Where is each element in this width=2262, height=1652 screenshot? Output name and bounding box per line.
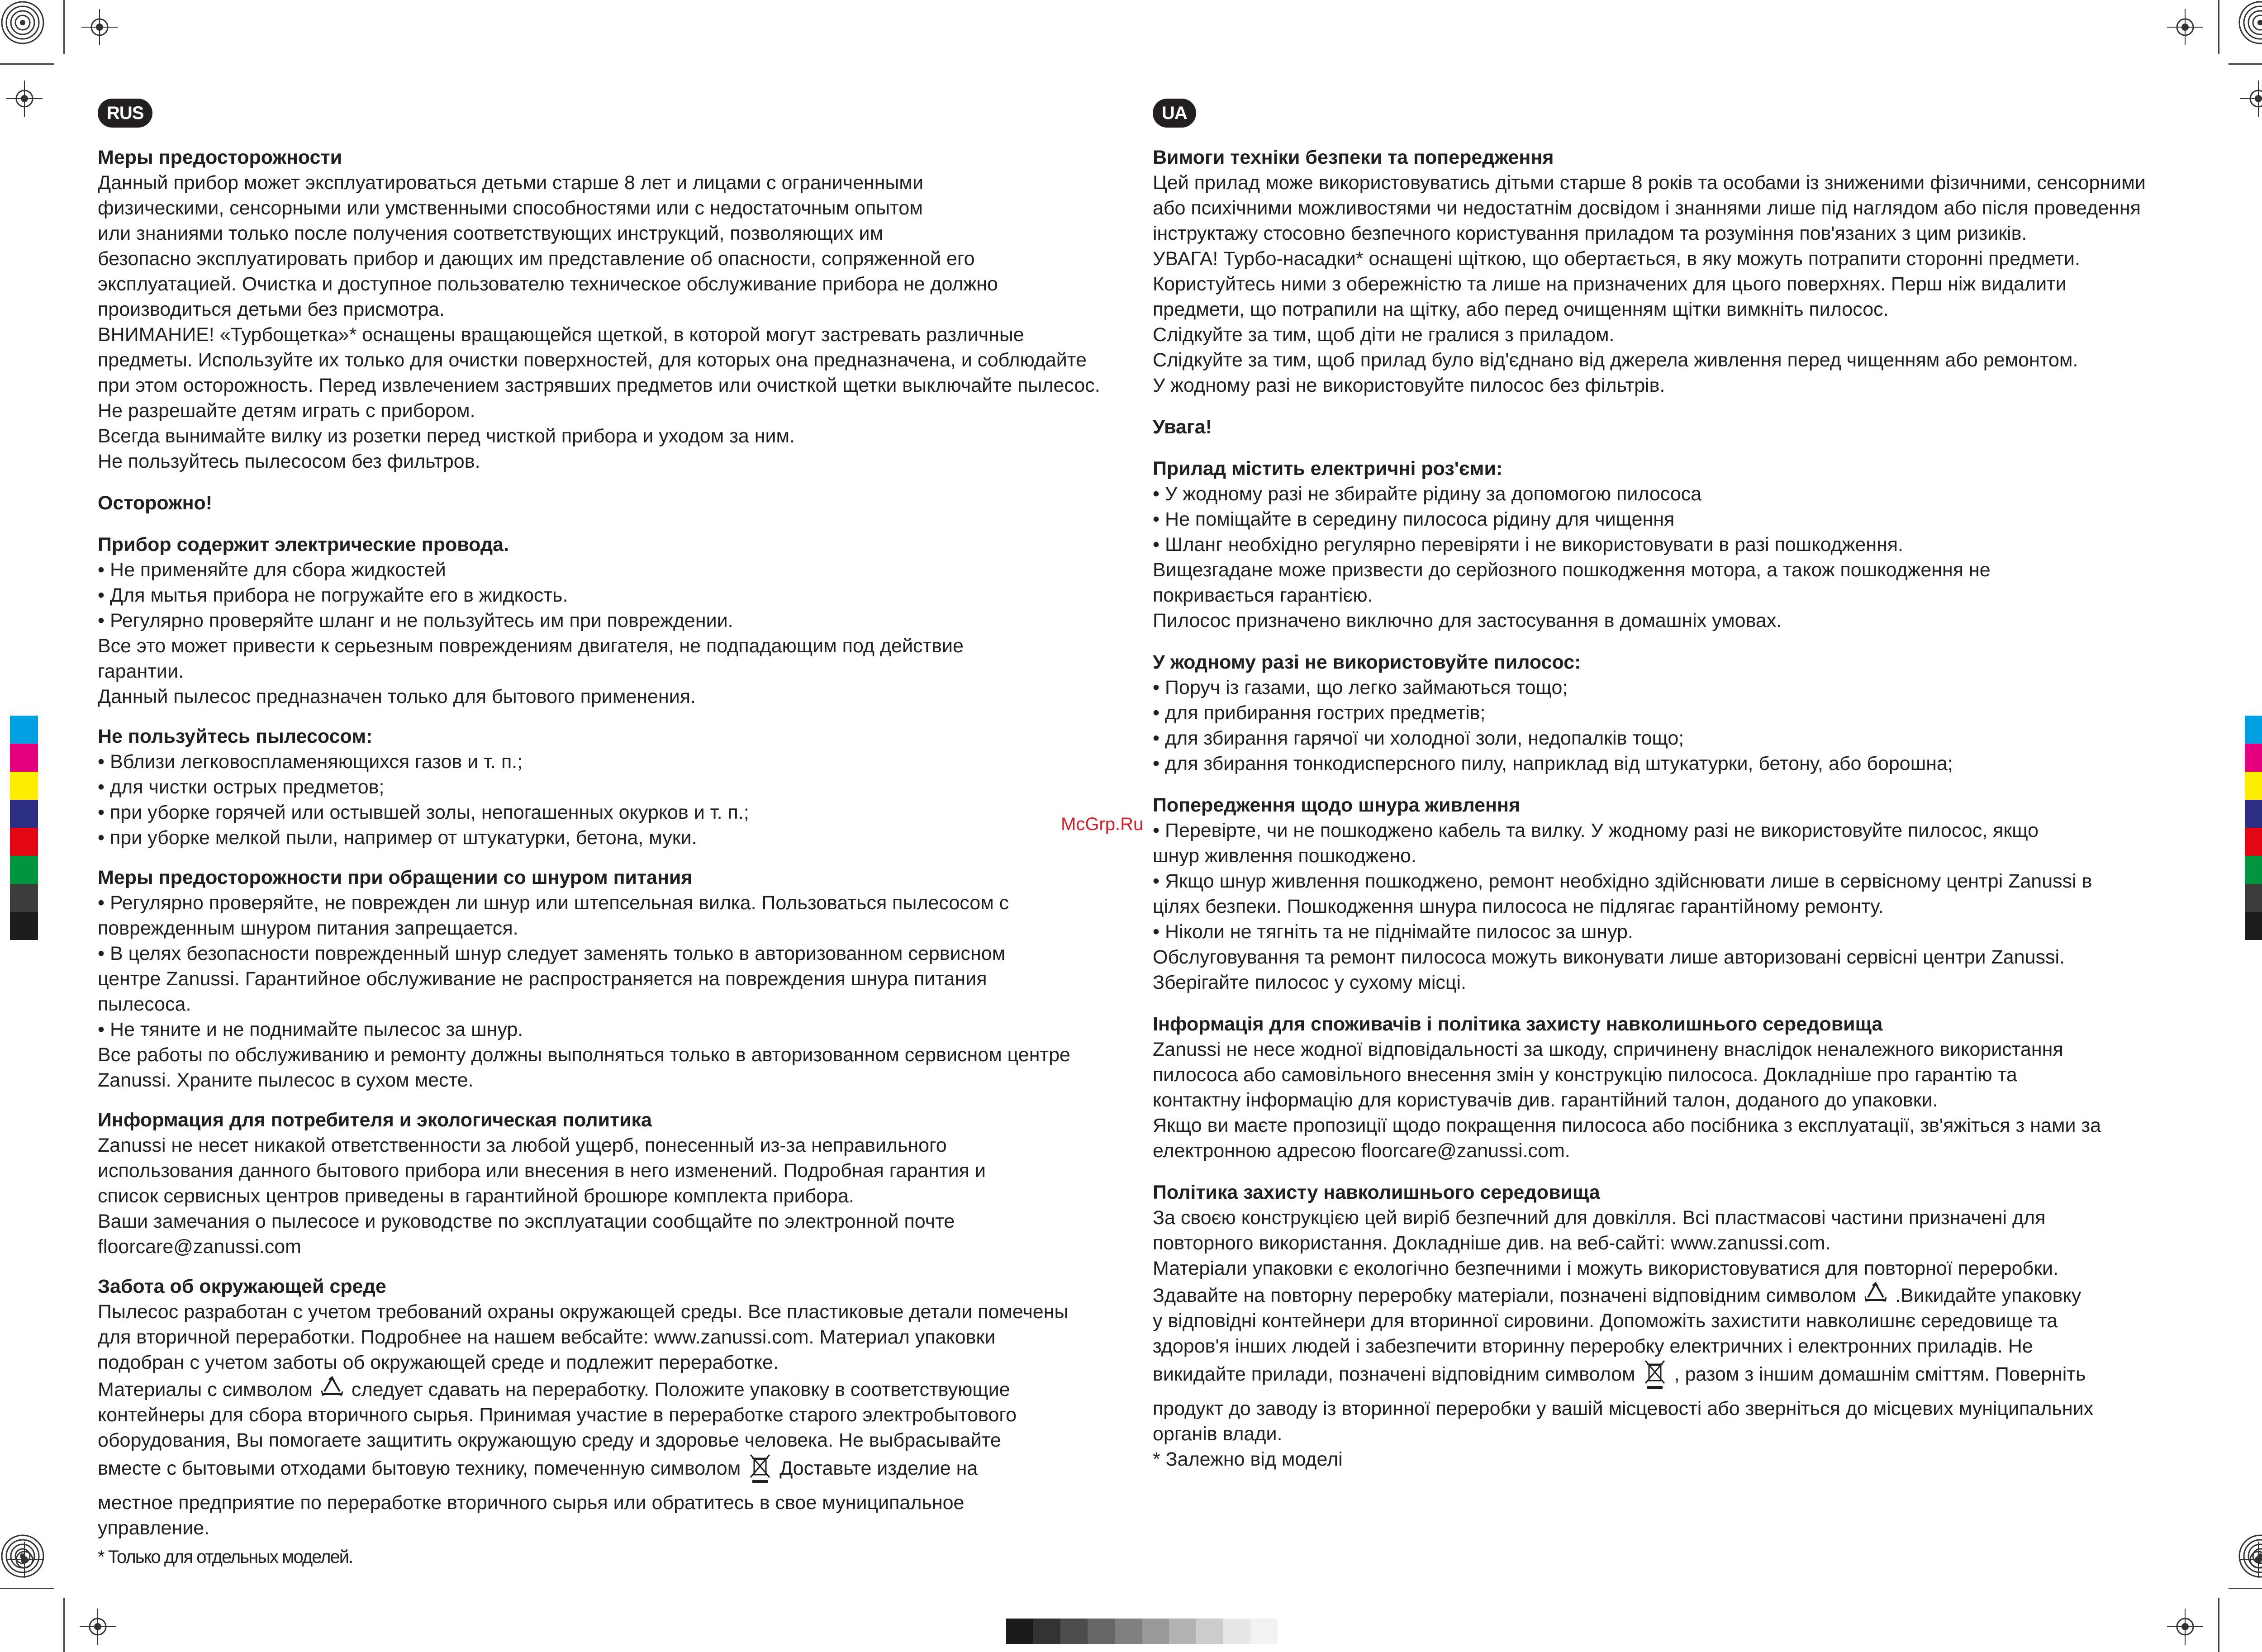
- text-line: Пылесос разработан с учетом требований охраны окружающей среды. Все пластиковые детали помечены: [98, 1301, 1069, 1323]
- crop-mark: [2229, 63, 2262, 65]
- text-line: Данный пылесос предназначен только для бытового применения.: [98, 686, 696, 707]
- list-never-use: [1153, 675, 2193, 776]
- text-line: повторного використання. Докладніше див. на веб-сайті: www.zanussi.com.: [1153, 1232, 1831, 1254]
- text-line: або психічними можливостями чи недостатнім досвідом і знаннями лише під наглядом або після проведення: [1153, 197, 2141, 219]
- text-fragment: викидайте прилади, позначені відповідним символом: [1153, 1363, 1635, 1385]
- text-line: floorcare@zanussi.com: [98, 1236, 301, 1258]
- text-line: пылесоса.: [98, 993, 191, 1015]
- text-line: Все это может привести к серьезным повреждениям двигателя, не подпадающим под действие: [98, 635, 964, 657]
- crosshair-mark: [81, 9, 118, 45]
- text-line: ВНИМАНИЕ! «Турбощетка»* оснащены вращающейся щеткой, в которой могут застревать различные: [98, 324, 1024, 346]
- crosshair-mark: [6, 81, 43, 117]
- list-item: • для збирання тонкодисперсного пилу, наприклад від штукатурки, бетону, або борошна;: [1153, 751, 2193, 776]
- text-line: У жодному разі не використовуйте пилосос без фільтрів.: [1153, 375, 1665, 396]
- heading-never-use: У жодному разі не використовуйте пилосос:: [1153, 651, 1581, 673]
- recycle-icon: [318, 1375, 346, 1400]
- heading-precautions: Меры предосторожности: [98, 147, 342, 168]
- heading-wires: Прибор содержит электрические провода.: [98, 534, 509, 555]
- text-fragment: Здавайте на повторну переробку матеріали, позначені відповідним символом: [1153, 1285, 1857, 1306]
- list-item: • для збирання гарячої чи холодної золи, недопалків тощо;: [1153, 726, 2193, 751]
- watermark: McGrp.Ru: [1061, 814, 1144, 834]
- text-line: електронною адресою floorcare@zanussi.com.: [1153, 1140, 1570, 1162]
- text-line: Zanussi не несет никакой ответственности за любой ущерб, понесенный из-за неправильного: [98, 1135, 947, 1156]
- text-line: физическими, сенсорными или умственными способностями или с недостаточным опытом: [98, 197, 923, 219]
- language-badge-ua: UA: [1153, 99, 1196, 128]
- list-item: • для прибирання гострих предметів;: [1153, 700, 2193, 726]
- text-line: [1153, 1281, 2193, 1308]
- text-line: Якщо ви маєте пропозиції щодо покращення пилососа або посібника з експлуатації, зв'яжіться з нами за: [1153, 1115, 2101, 1136]
- text-line: оборудования, Вы помогаете защитить окружающую среду и здоровье человека. Не выбрасывайте: [98, 1429, 1001, 1451]
- text-line: • Ніколи не тягніть та не піднімайте пилосос за шнур.: [1153, 921, 1633, 943]
- heading-info: Информация для потребителя и экологическая политика: [98, 1109, 652, 1131]
- text-line: За своєю конструкцією цей виріб безпечний для довкілля. Всі пластмасові частини призначені для: [1153, 1207, 2046, 1229]
- text-line: при этом осторожность. Перед извлечением застрявших предметов или очисткой щетки выключайте пылесос.: [98, 375, 1100, 396]
- text-line: использования данного бытового прибора или внесения в него изменений. Подробная гарантия и: [98, 1160, 986, 1182]
- text-line: предмети, що потрапили на щітку, або перед очищенням щітки вимкніть пилосос.: [1153, 299, 1889, 320]
- text-line: Матеріали упаковки є екологічно безпечними і можуть використовуватися для повторної переробки.: [1153, 1258, 2058, 1279]
- column-ua: [1153, 99, 2193, 1472]
- text-line: центре Zanussi. Гарантийное обслуживание не распространяется на повреждения шнура питания: [98, 968, 987, 990]
- text-line: Цей прилад може використовуватись дітьми старше 8 років та особами із зниженими фізичними, сенсорними: [1153, 172, 2146, 194]
- crop-mark: [2218, 1598, 2219, 1652]
- text-line: Zanussi не несе жодної відповідальності за шкоду, спричинену внаслідок неналежного використання: [1153, 1039, 2063, 1060]
- text-line: Зберігайте пилосос у сухому місці.: [1153, 972, 1466, 993]
- text-fragment: Доставьте изделие на: [779, 1457, 978, 1479]
- text-line: цілях безпеки. Пошкодження шнура пилососа не підлягає гарантійному ремонту.: [1153, 896, 1884, 917]
- crossed-bin-icon: [746, 1453, 774, 1485]
- text-line: контейнеры для сбора вторичного сырья. Принимая участие в переработке старого электробытового: [98, 1404, 1017, 1426]
- text-line: органів влади.: [1153, 1423, 1283, 1445]
- list-item: • при уборке горячей или остывшей золы, непогашенных окурков и т. п.;: [98, 800, 1127, 825]
- text-line: • В целях безопасности поврежденный шнур следует заменять только в авторизованном сервисном: [98, 943, 1006, 964]
- heading-cord: Попередження щодо шнура живлення: [1153, 794, 1521, 816]
- list-item: • Шланг необхідно регулярно перевіряти і не використовувати в разі пошкодження.: [1153, 532, 2193, 557]
- crop-mark: [2218, 0, 2219, 54]
- text-line: Пилосос призначено виключно для застосування в домашніх умовах.: [1153, 610, 1782, 631]
- heading-dont-use: Не пользуйтесь пылесосом:: [98, 726, 373, 747]
- footnote: * Только для отдельных моделей.: [98, 1547, 353, 1567]
- text-line: Все работы по обслуживанию и ремонту должны выполняться только в авторизованном сервисном центре: [98, 1044, 1070, 1066]
- text-line: покривається гарантією.: [1153, 584, 1373, 606]
- text-fragment: следует сдавать на переработку. Положите упаковку в соответствующие: [352, 1379, 1010, 1400]
- language-badge-rus: RUS: [98, 99, 152, 128]
- crop-mark: [63, 1598, 65, 1652]
- list-item: • У жодному разі не збирайте рідину за допомогою пилососа: [1153, 481, 2193, 507]
- text-fragment: вместе с бытовыми отходами бытовую технику, помеченную символом: [98, 1457, 741, 1479]
- text-line: Слідкуйте за тим, щоб прилад було від'єднано від джерела живлення перед чищенням або ремонтом.: [1153, 349, 2078, 371]
- text-line: или знаниями только после получения соответствующих инструкций, позволяющих им: [98, 223, 884, 244]
- list-item: • Для мытья прибора не погружайте его в жидкость.: [98, 583, 1127, 608]
- crossed-bin-icon: [1641, 1359, 1669, 1391]
- text-line: управление.: [98, 1517, 210, 1539]
- text-line: інструктажу стосовно безпечного користування приладом та розуміння пов'язаних з цим ризиків.: [1153, 223, 2027, 244]
- text-line: список сервисных центров приведены в гарантийной брошюре комплекта прибора.: [98, 1185, 854, 1207]
- text-fragment: , разом з іншим домашнім сміттям. Поверніть: [1674, 1363, 2086, 1385]
- heading-caution: Осторожно!: [98, 492, 213, 514]
- list-item: • Не применяйте для сбора жидкостей: [98, 557, 1127, 583]
- heading-environment: Політика захисту навколишнього середовища: [1153, 1182, 1600, 1203]
- registration-spiral-top-left: [0, 0, 45, 45]
- text-line: • Регулярно проверяйте, не поврежден ли шнур или штепсельная вилка. Пользоваться пылесосом с: [98, 892, 1009, 914]
- text-line: контактну інформацію для користувачів див. гарантійний талон, доданого до упаковки.: [1153, 1089, 1938, 1111]
- text-line: [98, 1375, 1127, 1402]
- text-line: Zanussi. Храните пылесос в сухом месте.: [98, 1069, 474, 1091]
- heading-safety: Вимоги техніки безпеки та попередження: [1153, 147, 1554, 168]
- text-line: [1153, 1359, 2193, 1391]
- crosshair-mark: [2167, 9, 2203, 45]
- crosshair-mark: [2240, 81, 2262, 117]
- list-sockets: [1153, 481, 2193, 557]
- text-line: эксплуатацией. Очистка и доступное пользователю техническое обслуживание прибора не должно: [98, 273, 998, 295]
- text-line: местное предприятие по переработке вторичного сырья или обратитесь в свое муниципальное: [98, 1492, 965, 1514]
- crosshair-mark: [6, 1542, 43, 1578]
- text-line: подобран с учетом заботы об окружающей среде и подлежит переработке.: [98, 1352, 779, 1373]
- list-dont-use: [98, 749, 1127, 850]
- text-line: предметы. Используйте их только для очистки поверхностей, для которых она предназначена, и соблюдайте: [98, 349, 1087, 371]
- text-line: УВАГА! Турбо-насадки* оснащені щіткою, що обертається, в яку можуть потрапити сторонні предмети.: [1153, 248, 2080, 270]
- text-line: Не пользуйтесь пылесосом без фильтров.: [98, 451, 480, 472]
- text-line: • Якщо шнур живлення пошкоджено, ремонт необхідно здійснювати лише в сервісному центрі Zanussi в: [1153, 870, 2092, 892]
- heading-environment: Забота об окружающей среде: [98, 1276, 386, 1297]
- text-line: гарантии.: [98, 660, 184, 682]
- list-item: • при уборке мелкой пыли, например от штукатурки, бетона, муки.: [98, 825, 1127, 850]
- list-item: • Вблизи легковоспламеняющихся газов и т. п.;: [98, 749, 1127, 774]
- text-line: • Не тяните и не поднимайте пылесос за шнур.: [98, 1019, 523, 1040]
- column-rus: [98, 99, 1127, 1570]
- list-item: • Не поміщайте в середину пилососа рідину для чищення: [1153, 507, 2193, 532]
- text-line: пилососа або самовільного внесення змін у конструкцію пилососа. Докладніше про гарантію та: [1153, 1064, 2017, 1086]
- text-line: • Перевірте, чи не пошкоджено кабель та вилку. У жодному разі не використовуйте пилосос, якщо: [1153, 820, 2039, 841]
- crosshair-mark: [80, 1609, 116, 1645]
- text-line: у відповідні контейнери для вторинної сировини. Допоможіть захистити навколишнє середовище та: [1153, 1310, 2058, 1332]
- text-line: Користуйтесь ними з обережністю та лише на призначених для цього поверхнях. Перш ніж видалити: [1153, 273, 2067, 295]
- registration-spiral-top-right: [2238, 0, 2262, 45]
- text-line: для вторичной переработки. Подробнее на нашем вебсайте: www.zanussi.com. Материал упаковки: [98, 1326, 996, 1348]
- crop-mark: [0, 1588, 54, 1589]
- text-line: Обслуговування та ремонт пилососа можуть виконувати лише авторизовані сервісні центри Zanussi.: [1153, 946, 2065, 968]
- text-line: Вищезгадане може призвести до серйозного пошкодження мотора, а також пошкодження не: [1153, 559, 1991, 581]
- text-line: производиться детьми без присмотра.: [98, 299, 445, 320]
- list-item: • Регулярно проверяйте шланг и не пользуйтесь им при повреждении.: [98, 608, 1127, 633]
- list-wires: [98, 557, 1127, 633]
- text-line: Слідкуйте за тим, щоб діти не гралися з приладом.: [1153, 324, 1615, 346]
- crosshair-mark: [2240, 1542, 2262, 1578]
- text-line: безопасно эксплуатировать прибор и дающих им представление об опасности, сопряженной его: [98, 248, 975, 270]
- text-line: Не разрешайте детям играть с прибором.: [98, 400, 475, 422]
- text-line: поврежденным шнуром питания запрещается.: [98, 917, 518, 939]
- list-item: • Поруч із газами, що легко займаються тощо;: [1153, 675, 2193, 700]
- crop-mark: [0, 63, 54, 65]
- text-line: Всегда вынимайте вилку из розетки перед чисткой прибора и уходом за ним.: [98, 425, 795, 447]
- crosshair-mark: [2167, 1609, 2203, 1645]
- text-line: продукт до заводу із вторинної переробки у вашій місцевості або зверніться до місцевих муніципальних: [1153, 1398, 2094, 1419]
- heading-sockets: Прилад містить електричні роз'єми:: [1153, 458, 1503, 479]
- text-line: здоров'я інших людей і забезпечити вторинну переробку електричних і електронних приладів. Не: [1153, 1335, 2033, 1357]
- heading-attention: Увага!: [1153, 416, 1212, 438]
- footnote: * Залежно від моделі: [1153, 1448, 1343, 1470]
- crop-mark: [63, 0, 65, 54]
- text-line: шнур живлення пошкоджено.: [1153, 845, 1416, 867]
- crop-mark: [2229, 1588, 2262, 1589]
- heading-cord: Меры предосторожности при обращении со шнуром питания: [98, 867, 693, 888]
- text-line: [98, 1453, 1127, 1485]
- text-line: Ваши замечания о пылесосе и руководстве по эксплуатации сообщайте по электронной почте: [98, 1211, 955, 1232]
- list-item: • для чистки острых предметов;: [98, 774, 1127, 800]
- recycle-icon: [1862, 1281, 1890, 1306]
- text-fragment: Материалы с символом: [98, 1379, 313, 1400]
- heading-info: Інформація для споживачів і політика захисту навколишнього середовища: [1153, 1013, 1883, 1035]
- text-fragment: .Викидайте упаковку: [1895, 1285, 2081, 1306]
- text-line: Данный прибор может эксплуатироваться детьми старше 8 лет и лицами с ограниченными: [98, 172, 923, 194]
